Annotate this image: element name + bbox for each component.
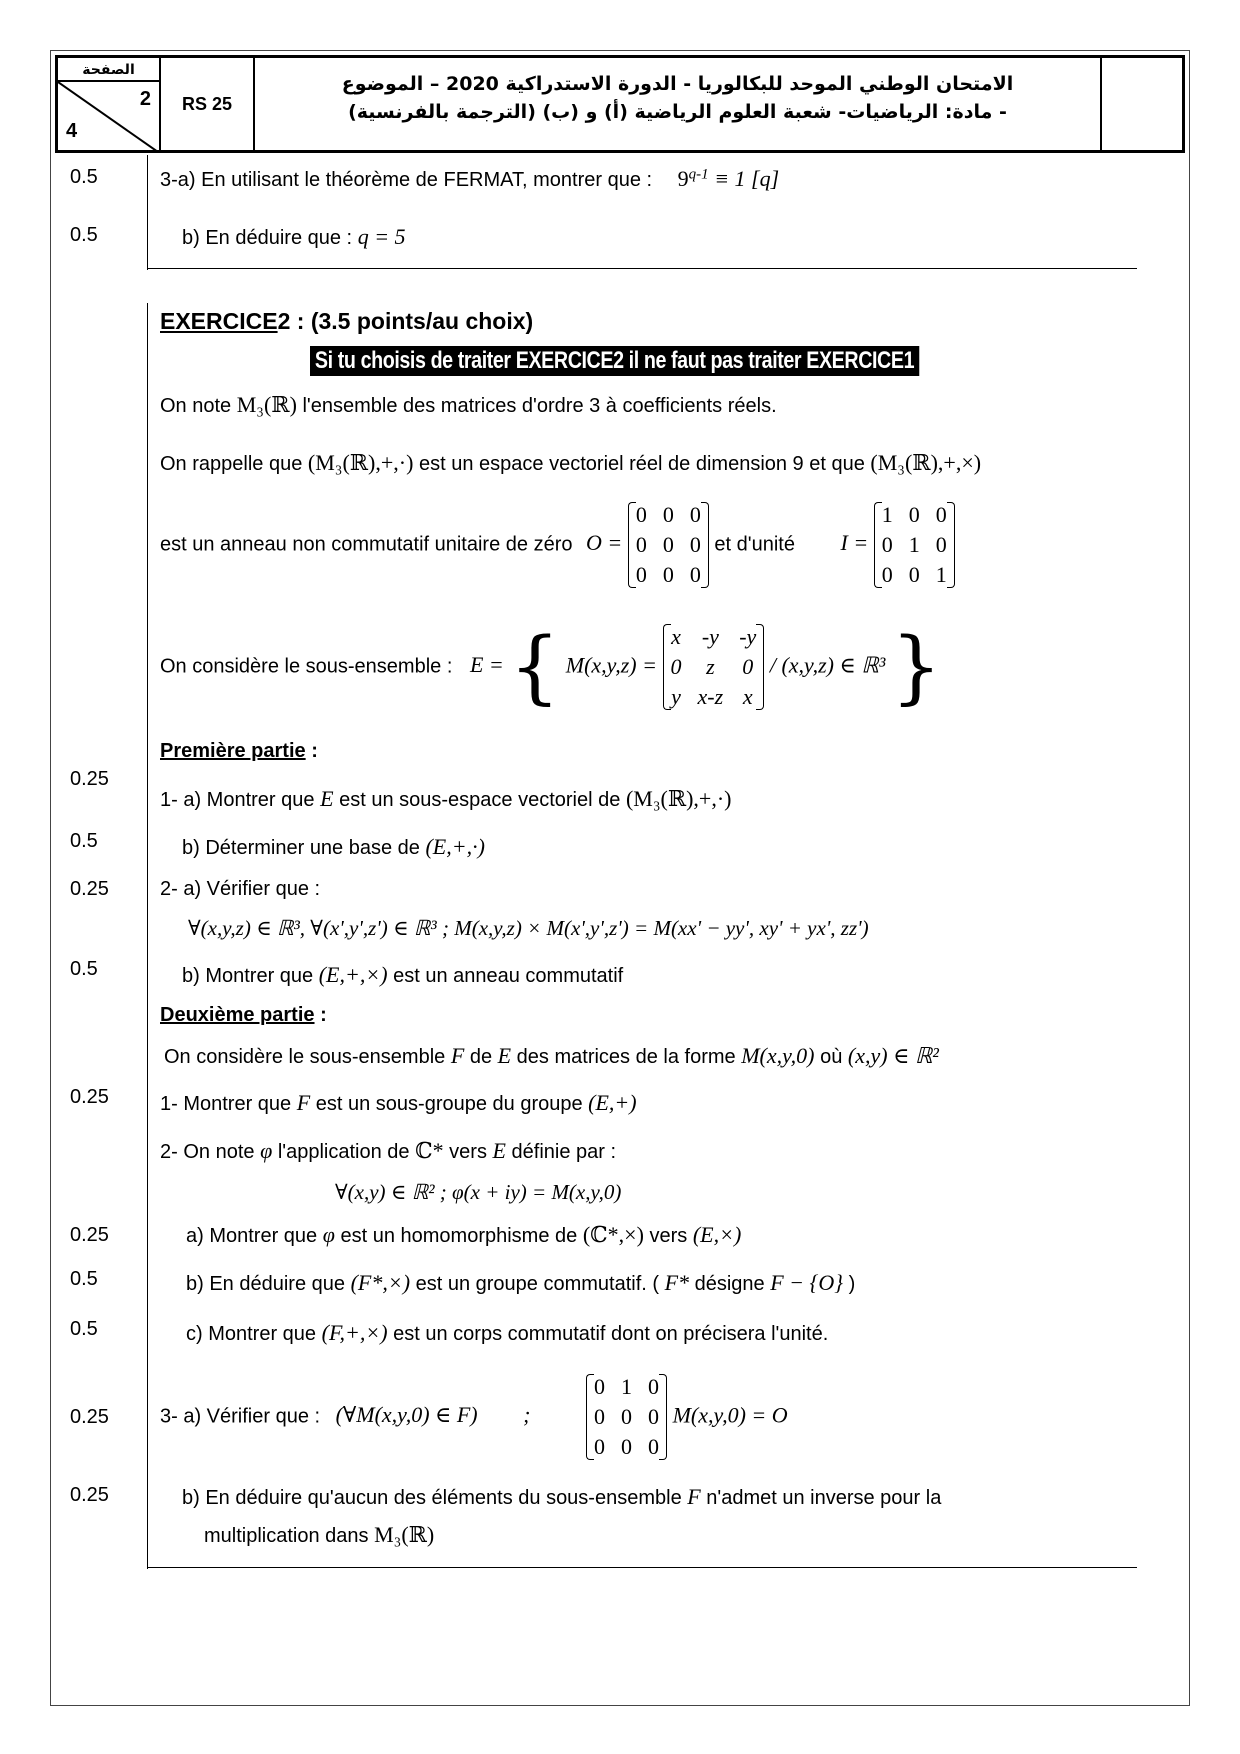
p1-q2b (182, 962, 623, 988)
left-brace: { (509, 620, 561, 713)
matrix-entry: 0 (908, 562, 920, 587)
p2-q3b-text: b) En déduire qu'aucun des éléments du sous-ensemble (182, 1487, 682, 1509)
intro2b: est un espace vectoriel réel de dimension 9 et que (419, 453, 865, 475)
page-number-box (58, 58, 161, 150)
p2-q2-C: ℂ* (415, 1138, 444, 1163)
p1-q1b-math: (E,+,·) (425, 834, 485, 859)
matrix-entry: 0 (908, 502, 920, 527)
matrix-entry: 0 (648, 1404, 660, 1429)
matrix-entry: 0 (594, 1434, 606, 1459)
matrix-entry: 0 (935, 502, 947, 527)
p2-q2a (186, 1222, 741, 1248)
p2-q1 (160, 1090, 637, 1116)
p1-q1b (182, 834, 485, 860)
p2-q2 (160, 1138, 616, 1164)
p1-q2a-formula: ∀(x,y,z) ∈ ℝ³, ∀(x',y',z') ∈ ℝ³ ; M(x,y,z) × M(x',y',z') = M(xx' − yy', xy' + yx', zz') (188, 916, 869, 940)
p2-intro-a: On considère le sous-ensemble (164, 1046, 446, 1068)
p1-q1a-E: E (320, 786, 334, 811)
page-number: 2 (139, 88, 151, 110)
p2-q2-vers: vers (449, 1141, 487, 1163)
p2-q2b-rest: est un groupe commutatif. ( (415, 1273, 660, 1295)
m3-symbol: M₃(ℝ) (236, 392, 297, 417)
intro-line3 (160, 500, 955, 590)
exam-header (55, 55, 1185, 153)
p2-q2a-phi: φ (322, 1222, 335, 1247)
intro-line1 (160, 392, 777, 418)
p1-q2b-text: b) Montrer que (182, 965, 314, 987)
set-E-condition: / (x,y,z) ∈ ℝ³ (769, 652, 886, 678)
p2-q2-text: 2- On note (160, 1141, 255, 1163)
p2-intro-E: E (497, 1043, 512, 1068)
score-ex1-3b: 0.5 (70, 224, 98, 246)
ring-symbol: (M₃(ℝ),+,×) (870, 450, 982, 475)
score-p2-3a: 0.25 (70, 1406, 109, 1428)
ex1-q3a-text: 3-a) En utilisant le théorème de FERMAT, montrer que : (160, 169, 653, 191)
p1-q1a-rest: est un sous-espace vectoriel de (339, 789, 621, 811)
set-E-label: E = (469, 652, 504, 678)
p2-q3a-text: 3- a) Vérifier que : (160, 1405, 321, 1428)
intro-line2 (160, 450, 981, 476)
p1-q1a-text: 1- a) Montrer que (160, 789, 315, 811)
p2-q2-formula: ∀(x,y) ∈ ℝ² ; φ(x + iy) = M(x,y,0) (335, 1180, 622, 1204)
matrix-entry: x (742, 684, 753, 709)
intro3b: et d'unité (714, 533, 795, 556)
p2-q2b (186, 1270, 855, 1296)
p2-intro (164, 1043, 939, 1069)
intro-line4 (160, 622, 942, 712)
p1-q2a: 2- a) Vérifier que : (160, 878, 321, 900)
matrix-entry: 0 (662, 532, 674, 557)
matrix-entry: 0 (635, 562, 647, 587)
p2-q3b-line1 (182, 1484, 941, 1510)
matrix-entry: 1 (621, 1374, 633, 1399)
identity-matrix (874, 500, 955, 590)
score-p2-2b: 0.5 (70, 1268, 98, 1290)
header-blank-cell (1102, 58, 1182, 150)
matrix-entry: 0 (935, 532, 947, 557)
exercise-choice-banner: Si tu choisis de traiter EXERCICE2 il ne faut pas traiter EXERCICE1 (310, 346, 919, 376)
score-p1-2b: 0.5 (70, 958, 98, 980)
page-label: الصفحة (58, 60, 159, 82)
p2-q1-rest: est un sous-groupe du groupe (315, 1093, 583, 1115)
p2-q2c-text: c) Montrer que (186, 1323, 317, 1345)
zero-matrix-label: O = (586, 530, 623, 556)
matrix-entry: 0 (881, 562, 893, 587)
matrix-entry: -y (739, 624, 757, 649)
p2-q2c (186, 1320, 828, 1346)
matrix-entry: x (671, 624, 681, 649)
exam-title-line1: الامتحان الوطني الموحد للبكالوريا - الدورة الاستدراكية 2020 – الموضوع (341, 73, 1014, 95)
matrix-entry: 0 (635, 502, 647, 527)
intro2a: On rappelle que (160, 453, 303, 475)
matrix-entry: -y (701, 624, 719, 649)
p1-q1a-space: (M₃(ℝ),+,·) (625, 786, 732, 811)
p2-q2a-rest: est un homomorphisme de (340, 1225, 578, 1247)
matrix-entry: 0 (648, 1374, 660, 1399)
p2-intro-math2: (x,y) ∈ ℝ² (847, 1043, 939, 1068)
score-ex1-3a: 0.5 (70, 166, 98, 188)
matrix-entry: 1 (935, 562, 947, 587)
matrix-entry: 0 (594, 1374, 606, 1399)
p2-q1-F: F (296, 1090, 311, 1115)
p2-q2b-text: b) En déduire que (186, 1273, 346, 1295)
score-p1-1a: 0.25 (70, 768, 109, 790)
matrix-entry: 0 (881, 532, 893, 557)
p2-q2b-F: F* (664, 1270, 690, 1295)
identity-matrix-label: I = (840, 530, 869, 556)
matrix-entry: 0 (670, 654, 682, 679)
page-total: 4 (66, 120, 78, 142)
score-p2-3b: 0.25 (70, 1484, 109, 1506)
ex1-q3b (182, 224, 406, 250)
score-p2-2c: 0.5 (70, 1318, 98, 1340)
ex1-end-line (147, 268, 1137, 269)
p2-q1-text: 1- Montrer que (160, 1093, 292, 1115)
p1-q1a (160, 786, 732, 812)
p2-q3a (160, 1372, 788, 1462)
exam-title (255, 58, 1102, 150)
margin-line-ex2 (147, 303, 148, 1569)
matrix-entry: y (671, 684, 681, 709)
p2-q2b-math: (F*,×) (350, 1270, 411, 1295)
p2-q3a-equation: M(x,y,0) = O (672, 1402, 788, 1428)
score-p1-1b: 0.5 (70, 830, 98, 852)
p2-q2b-math2: F − {O} (770, 1270, 844, 1295)
intro1a: On note (160, 395, 232, 417)
zero-matrix (628, 500, 709, 590)
matrix-entry: 0 (621, 1404, 633, 1429)
right-brace: } (890, 620, 942, 713)
p2-q2c-rest: est un corps commutatif dont on précisera l'unité. (393, 1323, 829, 1345)
p2-intro-b: des matrices de la forme (516, 1046, 736, 1068)
ex2-end-line (147, 1567, 1137, 1568)
matrix-entry: 1 (908, 532, 920, 557)
matrix-entry: 0 (689, 562, 701, 587)
intro3a: est un anneau non commutatif unitaire de zéro (160, 533, 573, 556)
matrix-entry: 0 (635, 532, 647, 557)
p2-q1-math: (E,+) (588, 1090, 637, 1115)
part2-title: Deuxième partie : (160, 1004, 327, 1026)
set-E-matrix (663, 622, 765, 712)
p2-q3b-F: F (687, 1484, 701, 1509)
ex1-q3a-base: 9 (677, 166, 689, 191)
intro1b: l'ensemble des matrices d'ordre 3 à coefficients réels. (302, 395, 777, 417)
p1-q1b-text: b) Déterminer une base de (182, 837, 420, 859)
p2-q2-end: définie par : (511, 1141, 617, 1163)
part2-title-text: Deuxième partie (160, 1004, 315, 1026)
matrix-entry: 0 (689, 502, 701, 527)
score-p2-1: 0.25 (70, 1086, 109, 1108)
p1-q2b-rest: est un anneau commutatif (393, 965, 624, 987)
matrix-entry: 0 (662, 562, 674, 587)
exercise2-title-word: EXERCICE (160, 308, 278, 334)
intro4: On considère le sous-ensemble : (160, 655, 453, 678)
p1-q2b-math: (E,+,×) (318, 962, 388, 987)
p2-q2a-math2: (E,×) (692, 1222, 742, 1247)
score-p1-2a: 0.25 (70, 878, 109, 900)
ex1-q3a-congruence: ≡ 1 [q] (714, 166, 780, 191)
matrix-entry: 0 (621, 1434, 633, 1459)
p2-q3a-semicolon: ; (523, 1402, 531, 1428)
p2-q2-E: E (492, 1138, 506, 1163)
set-E-element: M(x,y,z) = (565, 652, 657, 678)
p2-q2c-math: (F,+,×) (321, 1320, 388, 1345)
exam-title-line2: - مادة: الرياضيات- شعبة العلوم الرياضية (أ) و (ب) (الترجمة بالفرنسية) (348, 101, 1007, 123)
margin-line-ex1 (147, 155, 148, 270)
p2-q2a-vers: vers (649, 1225, 688, 1247)
p2-q3b-math: M₃(ℝ) (374, 1522, 435, 1547)
part1-title: Première partie : (160, 740, 318, 762)
p2-q2a-text: a) Montrer que (186, 1225, 318, 1247)
matrix-entry: 1 (881, 502, 893, 527)
exercise2-title (160, 308, 533, 335)
p2-q2-rest: l'application de (277, 1141, 410, 1163)
p2-intro-math: M(x,y,0) (741, 1043, 815, 1068)
p2-intro-c: où (820, 1046, 843, 1068)
matrix-entry: 0 (662, 502, 674, 527)
ex1-q3b-text: b) En déduire que : (182, 227, 353, 249)
vector-space-symbol: (M₃(ℝ),+,·) (307, 450, 414, 475)
exercise2-title-rest: 2 : (3.5 points/au choix) (277, 308, 534, 334)
ex1-q3a (160, 166, 779, 192)
matrix-entry: 0 (594, 1404, 606, 1429)
matrix-entry: x-z (697, 684, 724, 709)
matrix-entry: 0 (742, 654, 754, 679)
p2-q3a-math: (∀M(x,y,0) ∈ F) (335, 1402, 478, 1428)
p2-q2-phi: φ (260, 1138, 273, 1163)
matrix-entry: z (706, 654, 715, 679)
p2-q2a-math1: (ℂ*,×) (582, 1222, 644, 1247)
p2-intro-de: de (469, 1046, 493, 1068)
matrix-entry: 0 (648, 1434, 660, 1459)
p2-q2b-end: ) (848, 1273, 856, 1295)
ex1-q3b-math: q = 5 (357, 224, 406, 249)
score-p2-2a: 0.25 (70, 1224, 109, 1246)
matrix-entry: 0 (689, 532, 701, 557)
p2-q2b-des: désigne (694, 1273, 765, 1295)
p2-intro-F: F (450, 1043, 465, 1068)
p2-q3b-text2: n'admet un inverse pour la (706, 1487, 942, 1509)
p2-q3a-matrix (586, 1372, 667, 1462)
ex1-q3a-exponent: q-1 (688, 166, 709, 183)
p2-q3b-line2 (204, 1522, 434, 1548)
part1-title-text: Première partie (160, 740, 306, 762)
p2-q3b-text3: multiplication dans (204, 1525, 369, 1547)
exam-code: RS 25 (161, 58, 255, 150)
